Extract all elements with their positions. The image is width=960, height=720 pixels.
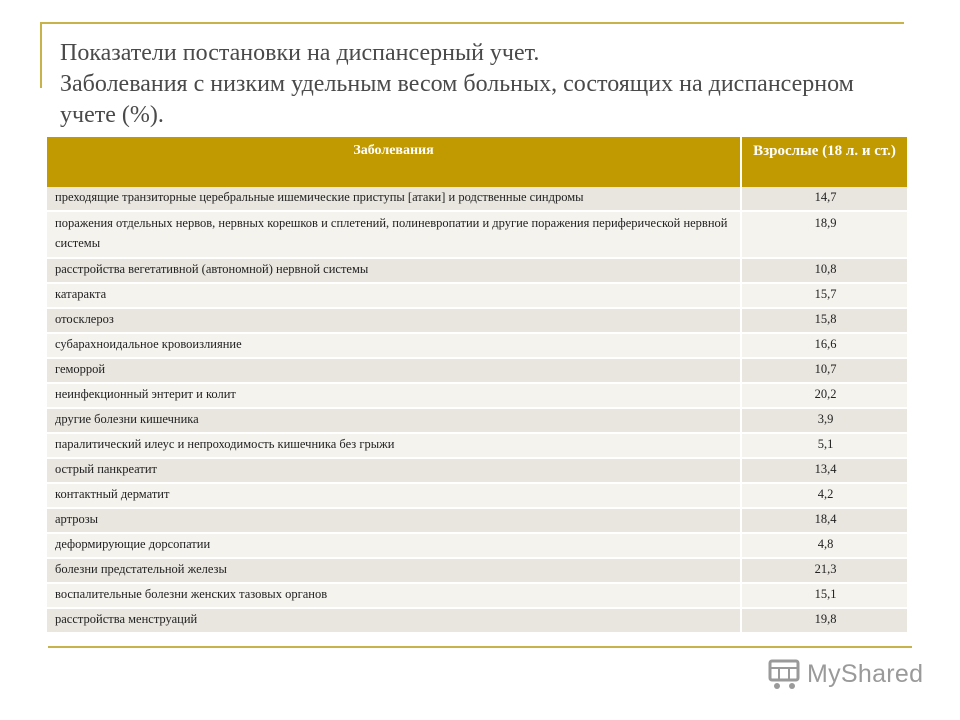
- table-row: [47, 211, 907, 258]
- table-header-row: [47, 137, 907, 187]
- adult-percent-cell: 5,1: [741, 433, 907, 458]
- table-row: [47, 187, 907, 211]
- adult-percent-cell: 19,8: [741, 608, 907, 633]
- adult-percent-cell: 18,4: [741, 508, 907, 533]
- myshared-logo: [767, 656, 923, 692]
- table-row: [47, 358, 907, 383]
- adult-percent-cell: 15,8: [741, 308, 907, 333]
- table-row: [47, 408, 907, 433]
- disease-name-cell: контактный дерматит: [47, 483, 741, 508]
- table-row: [47, 333, 907, 358]
- adult-percent-cell: 13,4: [741, 458, 907, 483]
- table-row: [47, 458, 907, 483]
- table-row: [47, 283, 907, 308]
- adult-percent-cell: 3,9: [741, 408, 907, 433]
- disease-name-cell: расстройства менструаций: [47, 608, 741, 633]
- disease-name-cell: неинфекционный энтерит и колит: [47, 383, 741, 408]
- adult-percent-cell: 15,1: [741, 583, 907, 608]
- table-row: [47, 608, 907, 633]
- disease-name-cell: паралитический илеус и непроходимость кишечника без грыжи: [47, 433, 741, 458]
- adult-percent-cell: 21,3: [741, 558, 907, 583]
- table-row: [47, 533, 907, 558]
- disease-name-cell: острый панкреатит: [47, 458, 741, 483]
- adult-percent-cell: 16,6: [741, 333, 907, 358]
- disease-name-cell: расстройства вегетативной (автономной) нервной системы: [47, 258, 741, 283]
- table-row: [47, 508, 907, 533]
- adult-percent-cell: 10,8: [741, 258, 907, 283]
- title-line-3: учете (%).: [60, 102, 164, 128]
- left-rule: [40, 22, 42, 88]
- adult-percent-cell: 10,7: [741, 358, 907, 383]
- disease-name-cell: болезни предстательной железы: [47, 558, 741, 583]
- table-row: [47, 558, 907, 583]
- table-row: [47, 383, 907, 408]
- disease-name-cell: артрозы: [47, 508, 741, 533]
- header-diseases: Заболевания: [47, 137, 741, 187]
- bottom-rule: [48, 646, 912, 648]
- disease-name-cell: преходящие транзиторные церебральные ишемические приступы [атаки] и родственные синдромы: [47, 187, 741, 211]
- shopping-cart-icon: [767, 656, 803, 692]
- adult-percent-cell: 4,2: [741, 483, 907, 508]
- adult-percent-cell: 18,9: [741, 211, 907, 258]
- title-line-1: Показатели постановки на диспансерный учет.: [60, 40, 540, 66]
- table-row: [47, 308, 907, 333]
- disease-name-cell: субарахноидальное кровоизлияние: [47, 333, 741, 358]
- table-row: [47, 583, 907, 608]
- disease-name-cell: другие болезни кишечника: [47, 408, 741, 433]
- table-row: [47, 433, 907, 458]
- logo-text: MyShared: [807, 659, 924, 688]
- table-row: [47, 258, 907, 283]
- disease-table: [47, 137, 907, 634]
- disease-name-cell: поражения отдельных нервов, нервных корешков и сплетений, полиневропатии и другие поражения периферической нервной системы: [47, 211, 741, 258]
- disease-name-cell: отосклероз: [47, 308, 741, 333]
- table-row: [47, 483, 907, 508]
- adult-percent-cell: 20,2: [741, 383, 907, 408]
- disease-name-cell: воспалительные болезни женских тазовых органов: [47, 583, 741, 608]
- disease-name-cell: катаракта: [47, 283, 741, 308]
- header-adults: Взрослые (18 л. и ст.): [741, 137, 907, 187]
- adult-percent-cell: 14,7: [741, 187, 907, 211]
- adult-percent-cell: 15,7: [741, 283, 907, 308]
- top-rule: [40, 22, 904, 24]
- disease-name-cell: деформирующие дорсопатии: [47, 533, 741, 558]
- disease-name-cell: геморрой: [47, 358, 741, 383]
- slide-title: [60, 38, 940, 131]
- adult-percent-cell: 4,8: [741, 533, 907, 558]
- title-line-2: Заболевания с низким удельным весом больных, состоящих на диспансерном: [60, 71, 854, 97]
